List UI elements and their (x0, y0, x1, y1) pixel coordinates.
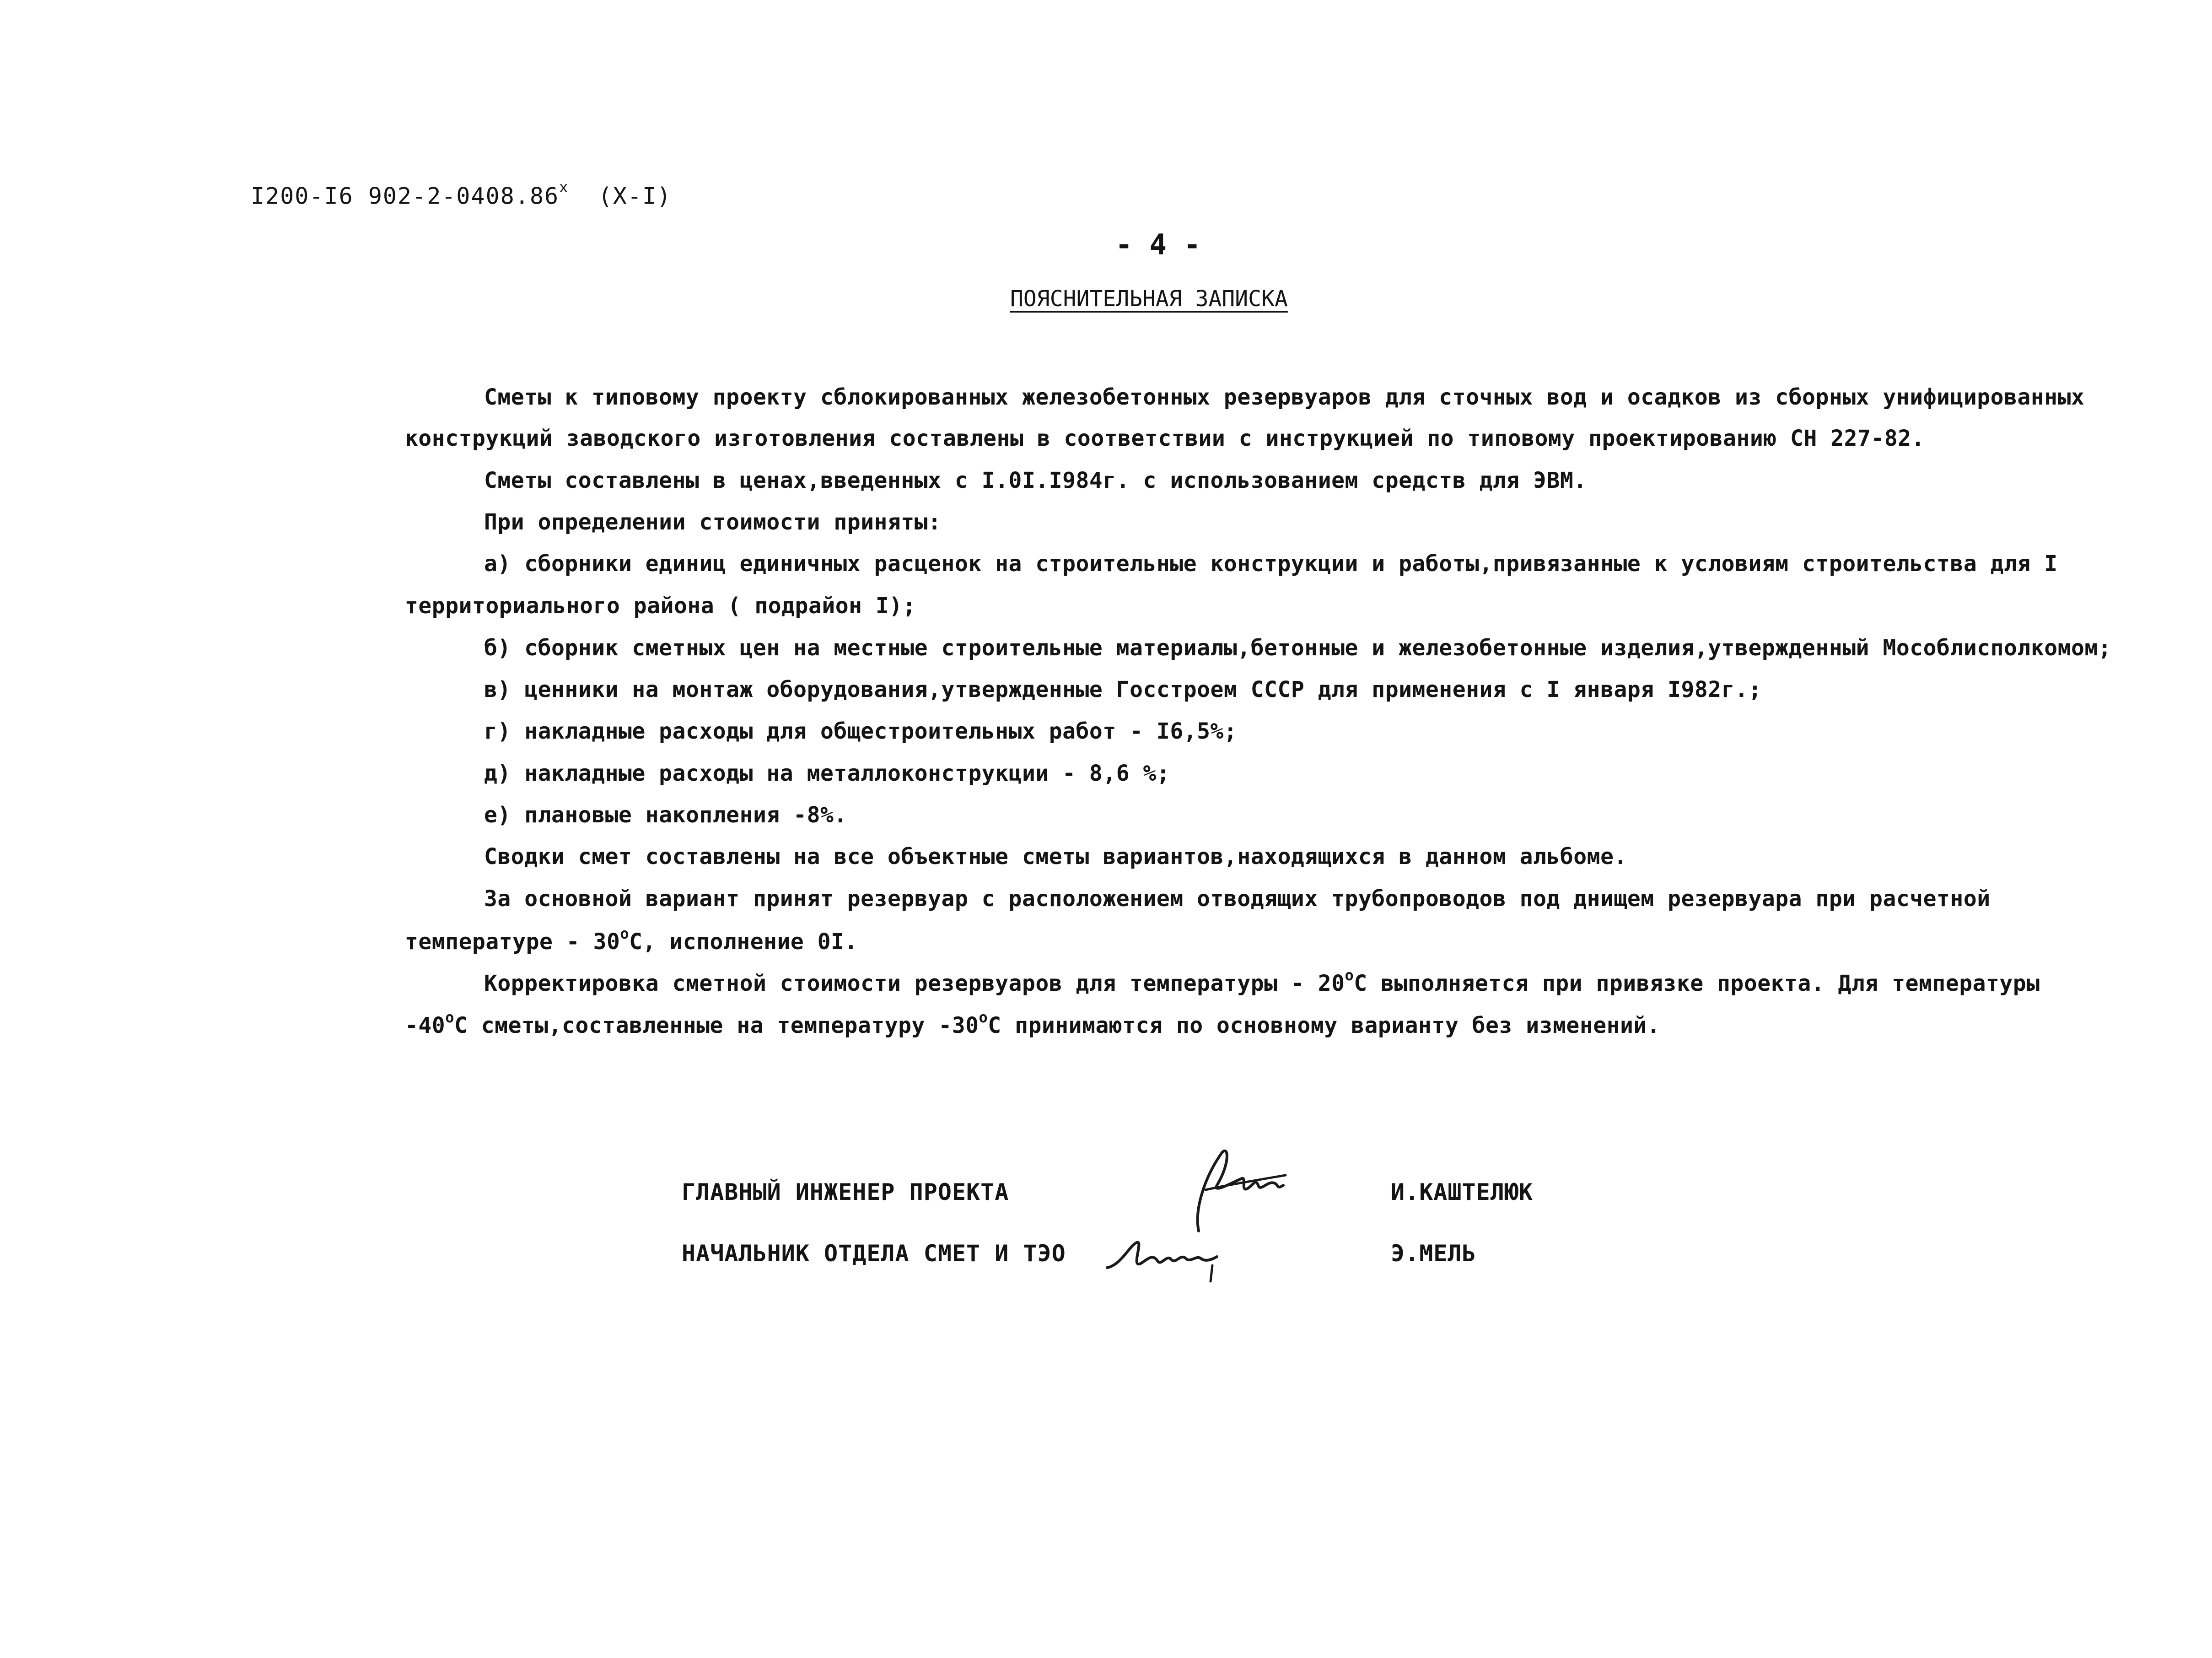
paragraph-line: $-40^оС$ сметы,составленные на температуру $-30^оС$ принимаются по основному варианту без изменений. (405, 1009, 1661, 1038)
paragraph-line: При определении стоимости приняты: (484, 509, 942, 535)
list-item: б) сборник сметных цен на местные строительные материалы,бетонные и железобетонные изделия,утвержденный Мособлисполкомом; (484, 635, 2112, 661)
signature-name: Э.МЕЛЬ (1391, 1240, 1476, 1267)
paragraph-line: конструкций заводского изготовления составлены в соответствии с инструкцией по типовому проектированию СН 227-82. (405, 426, 1925, 451)
signature-name: И.КАШТЕЛЮК (1391, 1179, 1534, 1205)
document-series: (X-I) (598, 183, 672, 210)
paragraph-line: За основной вариант принят резервуар с расположением отводящих трубопроводов под днищем резервуара при расчетной (484, 886, 1991, 912)
handwritten-signature-department-head (1103, 1226, 1240, 1291)
paragraph-line: Сметы составлены в ценах,введенных с I.0I.I984г. с использованием средств для ЭВМ. (484, 468, 1587, 493)
signature-role: НАЧАЛЬНИК ОТДЕЛА СМЕТ И ТЭО (682, 1240, 1066, 1267)
list-item-continuation: территориального района ( подрайон I); (405, 593, 916, 619)
paragraph-line: Сводки смет составлены на все объектные сметы вариантов,находящихся в данном альбоме. (484, 844, 1627, 870)
document-mark: x (559, 178, 569, 196)
list-item: в) ценники на монтаж оборудования,утвержденные Госстроем СССР для применения с I января I982г.; (484, 677, 1762, 702)
signature-role: ГЛАВНЫЙ ИНЖЕНЕР ПРОЕКТА (682, 1179, 1009, 1205)
paragraph-line: Корректировка сметной стоимости резервуаров для температуры - $20^оС$ выполняется при привязке проекта. Для температуры (484, 967, 2040, 996)
handwritten-signature-chief-engineer (1162, 1135, 1299, 1240)
list-item: е) плановые накопления -8%. (484, 802, 847, 828)
list-item: а) сборники единиц единичных расценок на строительные конструкции и работы,привязанные к условиям строительства для I (484, 551, 2058, 577)
list-item: г) накладные расходы для общестроительных работ - I6,5%; (484, 718, 1238, 744)
document-number: I200-I6 902-2-0408.86 (251, 183, 560, 210)
paragraph-line: температуре - $30^оС$, исполнение 0I. (405, 925, 858, 955)
document-code (251, 178, 672, 210)
document-title: ПОЯСНИТЕЛЬНАЯ ЗАПИСКА (1010, 286, 1288, 312)
paragraph-line: Сметы к типовому проекту сблокированных железобетонных резервуаров для сточных вод и осадков из сборных унифицированных (484, 384, 2085, 410)
list-item: д) накладные расходы на металлоконструкции - 8,6 %; (484, 761, 1170, 786)
page-number: - 4 - (1115, 228, 1201, 261)
